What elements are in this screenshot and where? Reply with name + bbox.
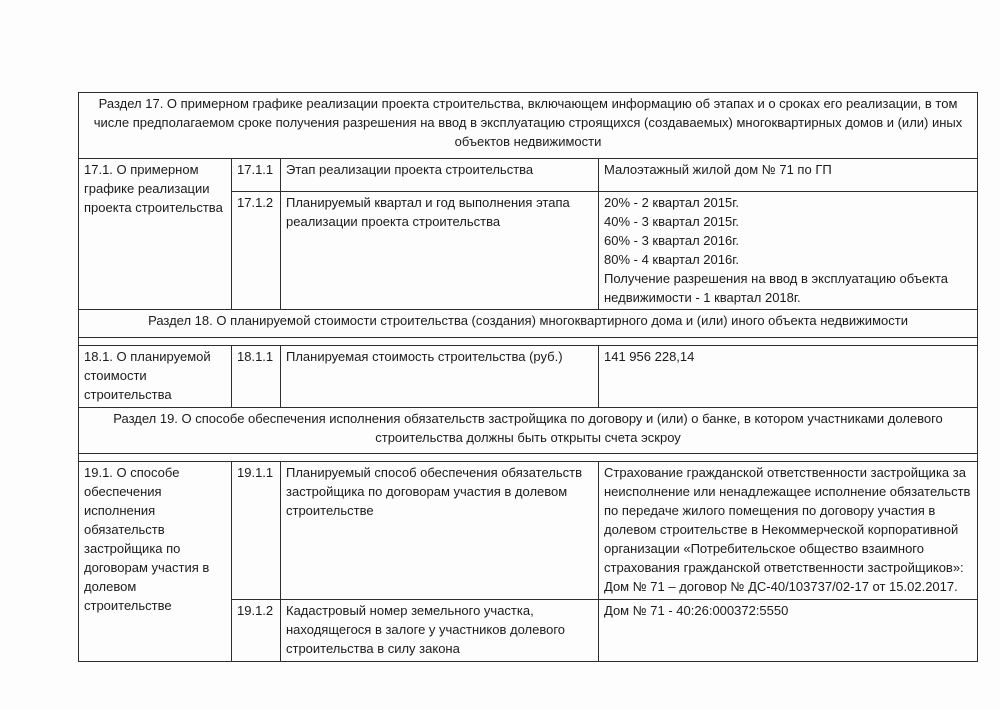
table-row	[79, 159, 978, 192]
item-name: Планируемый способ обеспечения обязательств застройщика по договорам участия в долевом строительстве	[281, 462, 599, 600]
item-value	[599, 600, 978, 662]
section-17-header: Раздел 17. О примерном графике реализации проекта строительства, включающем информацию об этапах и о сроках его реализации, в том числе предполагаемом сроке получения разрешения на ввод в эксплуатацию строящихся (создаваемых) многоквартирных домов и (или) иных объектов недвижимости	[79, 93, 978, 159]
section-19-header: Раздел 19. О способе обеспечения исполнения обязательств застройщика по договору и (или) о банке, в котором участниками долевого строительства должны быть открыты счета эскроу	[79, 408, 978, 454]
item-name: Кадастровый номер земельного участка, находящегося в залоге у участников долевого строительства в силу закона	[281, 600, 599, 662]
item-code: 19.1.1	[232, 462, 281, 600]
table-row	[79, 462, 978, 600]
item-name: Планируемый квартал и год выполнения этапа реализации проекта строительства	[281, 192, 599, 310]
item-name: Планируемая стоимость строительства (руб.)	[281, 346, 599, 408]
value-line: 141 956 228,14	[604, 349, 695, 364]
value-line: Страхование гражданской ответственности застройщика за неисполнение или ненадлежащее исполнение обязательств по передаче жилого помещения по договору участия в долевом строительстве в Некоммерческой корпоративной организации «Потребительское общество взаимного страхования гражданской ответственности застройщиков»: Дом № 71 – договор № ДС-40/103737/02-17 от 15.02.2017.	[604, 465, 971, 594]
value-line: 80% - 4 квартал 2016г.	[604, 252, 739, 267]
value-line: 60% - 3 квартал 2016г.	[604, 233, 739, 248]
spacer-row	[79, 338, 978, 346]
section-19-header-row	[79, 408, 978, 454]
spacer-cell	[79, 454, 978, 462]
item-value	[599, 192, 978, 310]
subsection-19-1-title: 19.1. О способе обеспечения исполнения обязательств застройщика по договорам участия в долевом строительстве	[79, 462, 232, 662]
section-18-header: Раздел 18. О планируемой стоимости строительства (создания) многоквартирного дома и (или) иного объекта недвижимости	[79, 310, 978, 338]
section-17-header-row	[79, 93, 978, 159]
spacer-row	[79, 454, 978, 462]
table-row	[79, 346, 978, 408]
subsection-17-1-title: 17.1. О примерном графике реализации проекта строительства	[79, 159, 232, 310]
value-line: Получение разрешения на ввод в эксплуатацию объекта недвижимости - 1 квартал 2018г.	[604, 271, 948, 305]
value-line: Малоэтажный жилой дом № 71 по ГП	[604, 162, 832, 177]
item-value	[599, 462, 978, 600]
item-code: 17.1.1	[232, 159, 281, 192]
item-code: 18.1.1	[232, 346, 281, 408]
project-declaration-table	[78, 92, 978, 662]
section-18-header-row	[79, 310, 978, 338]
item-code: 17.1.2	[232, 192, 281, 310]
value-line: 20% - 2 квартал 2015г.	[604, 195, 739, 210]
item-value	[599, 346, 978, 408]
subsection-18-1-title: 18.1. О планируемой стоимости строительства	[79, 346, 232, 408]
item-code: 19.1.2	[232, 600, 281, 662]
value-line: 40% - 3 квартал 2015г.	[604, 214, 739, 229]
item-value	[599, 159, 978, 192]
spacer-cell	[79, 338, 978, 346]
value-line: Дом № 71 - 40:26:000372:5550	[604, 603, 789, 618]
item-name: Этап реализации проекта строительства	[281, 159, 599, 192]
